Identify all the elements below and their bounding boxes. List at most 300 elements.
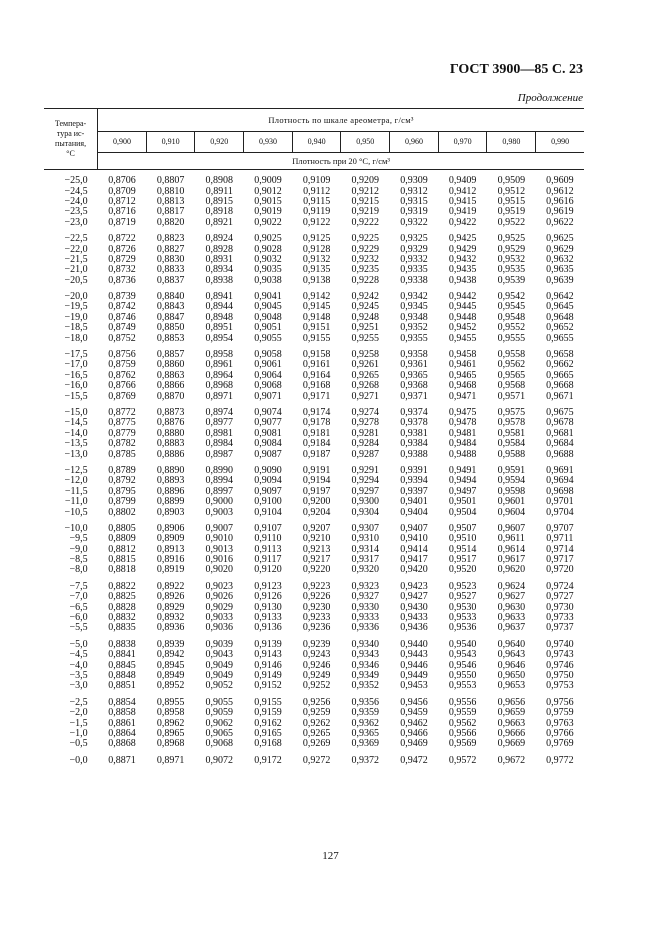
density-cell: 0,9269	[302, 738, 331, 750]
density-cell: 0,9448	[448, 311, 477, 323]
density-cell: 0,9510	[448, 533, 477, 545]
density-cell: 0,9412	[448, 185, 477, 197]
temperature-cell: −14,5	[64, 417, 88, 429]
density-cell: 0,9753	[546, 680, 574, 692]
density-cell: 0,8997	[205, 485, 234, 497]
density-cell: 0,9471	[448, 390, 477, 402]
density-cell: 0,9164	[302, 369, 331, 381]
density-cell: 0,9072	[205, 754, 234, 766]
density-cell: 0,9365	[400, 369, 428, 381]
density-cell: 0,8936	[156, 622, 185, 634]
density-cell: 0,9604	[497, 506, 526, 518]
density-cell: 0,8918	[205, 206, 234, 218]
density-cell: 0,9146	[254, 659, 282, 671]
density-cell: 0,9355	[400, 332, 428, 344]
density-cell: 0,8795	[108, 485, 136, 497]
density-cell: 0,9462	[400, 717, 428, 729]
density-cell: 0,9371	[400, 390, 428, 402]
density-cell: 0,9271	[351, 390, 380, 402]
density-cell: 0,9440	[400, 638, 428, 650]
density-cell: 0,8775	[108, 417, 136, 429]
table-row	[44, 650, 584, 660]
density-cell: 0,9246	[302, 659, 331, 671]
temperature-cell: −8,5	[69, 554, 88, 566]
density-cell: 0,9581	[497, 427, 526, 439]
density-cell: 0,9504	[448, 506, 477, 518]
density-cell: 0,9425	[448, 233, 477, 245]
density-cell: 0,9232	[351, 253, 380, 265]
column-header: 0,920	[195, 132, 244, 153]
density-cell: 0,9565	[497, 369, 526, 381]
density-cell: 0,9763	[546, 717, 574, 729]
density-cell: 0,9666	[497, 727, 526, 739]
density-cell: 0,8739	[108, 291, 136, 303]
density-cell: 0,9539	[497, 274, 526, 286]
temperature-cell: −20,5	[64, 274, 88, 286]
column-header: 0,980	[487, 132, 536, 153]
density-cell: 0,8719	[108, 216, 136, 228]
density-cell: 0,8840	[156, 291, 185, 303]
density-cell: 0,9145	[302, 301, 331, 313]
density-cell: 0,9446	[400, 659, 428, 671]
density-cell: 0,8742	[108, 301, 136, 313]
density-cell: 0,9588	[497, 448, 526, 460]
density-cell: 0,9345	[400, 301, 428, 313]
density-cell: 0,9552	[497, 322, 526, 334]
density-cell: 0,8883	[156, 438, 185, 450]
density-cell: 0,8915	[205, 195, 234, 207]
density-cell: 0,8857	[156, 349, 185, 361]
table-row	[44, 592, 584, 602]
temperature-cell: −25,0	[64, 175, 88, 187]
density-cell: 0,9766	[546, 727, 574, 739]
density-cell: 0,9453	[400, 680, 428, 692]
density-cell: 0,9591	[497, 464, 526, 476]
density-cell: 0,9445	[448, 301, 477, 313]
density-cell: 0,9452	[448, 322, 477, 334]
density-cell: 0,9562	[497, 359, 526, 371]
density-cell: 0,9632	[546, 253, 574, 265]
column-header: 0,900	[98, 132, 147, 153]
temperature-cell: −19,5	[64, 301, 88, 313]
density-cell: 0,8789	[108, 464, 136, 476]
temperature-cell: −13,5	[64, 438, 88, 450]
density-cell: 0,9068	[205, 738, 234, 750]
density-cell: 0,8990	[205, 464, 234, 476]
temperature-cell: −18,5	[64, 322, 88, 334]
density-cell: 0,8841	[108, 649, 136, 661]
density-cell: 0,9532	[497, 253, 526, 265]
density-cell: 0,9252	[302, 680, 331, 692]
density-cell: 0,9568	[497, 380, 526, 392]
density-cell: 0,9317	[351, 554, 380, 566]
density-cell: 0,8860	[156, 359, 185, 371]
table-row	[44, 681, 584, 691]
density-cell: 0,9249	[302, 669, 331, 681]
density-cell: 0,9533	[448, 612, 477, 624]
density-cell: 0,8913	[156, 543, 185, 555]
table-row	[44, 218, 584, 228]
density-cell: 0,9346	[351, 659, 380, 671]
density-cell: 0,8971	[205, 390, 234, 402]
density-cell: 0,9130	[254, 601, 282, 613]
density-cell: 0,9656	[497, 696, 526, 708]
density-cell: 0,9737	[546, 622, 574, 634]
density-cell: 0,8926	[156, 591, 185, 603]
density-cell: 0,8762	[108, 369, 136, 381]
density-cell: 0,9026	[205, 591, 234, 603]
density-cell: 0,9143	[254, 649, 282, 661]
density-cell: 0,9119	[303, 206, 331, 218]
density-cell: 0,9065	[205, 727, 234, 739]
density-cell: 0,9348	[400, 311, 428, 323]
temperature-cell: −24,0	[64, 195, 88, 207]
density-cell: 0,9058	[254, 349, 282, 361]
density-cell: 0,9074	[254, 407, 282, 418]
density-cell: 0,9248	[351, 311, 380, 323]
density-cell: 0,9724	[546, 580, 574, 592]
density-cell: 0,9158	[302, 349, 331, 361]
density-cell: 0,8945	[156, 659, 185, 671]
density-cell: 0,9520	[448, 564, 477, 576]
density-cell: 0,8908	[205, 175, 234, 187]
density-cell: 0,9148	[302, 311, 331, 323]
density-cell: 0,9139	[254, 638, 282, 650]
density-cell: 0,8812	[108, 543, 136, 555]
density-cell: 0,8813	[156, 195, 185, 207]
density-cell: 0,9555	[497, 332, 526, 344]
density-cell: 0,9015	[254, 195, 282, 207]
temperature-cell: −6,5	[69, 601, 88, 613]
temp-header-line: Темпера-	[54, 119, 87, 128]
density-cell: 0,9109	[302, 175, 331, 187]
density-cell: 0,9220	[302, 564, 331, 576]
document-header: ГОСТ 3900—85 С. 23	[449, 62, 583, 77]
density-cell: 0,8828	[108, 601, 136, 613]
density-cell: 0,8896	[156, 485, 185, 497]
temperature-cell: −10,5	[64, 506, 88, 518]
temperature-cell: −7,5	[69, 580, 88, 592]
density-cell: 0,9307	[351, 522, 380, 534]
table-row	[44, 534, 584, 544]
density-table	[44, 108, 584, 766]
table-row	[44, 739, 584, 749]
density-cell: 0,9322	[400, 216, 428, 228]
density-cell: 0,9171	[302, 390, 331, 402]
density-cell: 0,9032	[254, 253, 282, 265]
density-cell: 0,9635	[546, 264, 574, 276]
density-cell: 0,9388	[400, 448, 428, 460]
density-cell: 0,9472	[400, 754, 428, 766]
density-cell: 0,8792	[108, 475, 136, 487]
density-cell: 0,9478	[448, 417, 477, 429]
density-cell: 0,9197	[302, 485, 331, 497]
density-cell: 0,8961	[205, 359, 234, 371]
density-cell: 0,9671	[546, 390, 574, 402]
density-cell: 0,9261	[351, 359, 380, 371]
density-cell: 0,8817	[156, 206, 185, 218]
density-cell: 0,9419	[448, 206, 477, 218]
density-cell: 0,9535	[497, 264, 526, 276]
temperature-cell: −23,5	[64, 206, 88, 218]
density-cell: 0,9519	[497, 206, 526, 218]
temperature-cell: −8,0	[69, 564, 88, 576]
table-row	[44, 439, 584, 449]
density-cell: 0,8866	[156, 380, 185, 392]
density-cell: 0,8810	[156, 185, 185, 197]
density-cell: 0,9422	[448, 216, 477, 228]
density-cell: 0,9117	[254, 554, 282, 566]
density-cell: 0,9352	[400, 322, 428, 334]
density-cell: 0,9133	[254, 612, 282, 624]
column-header: 0,940	[292, 132, 341, 153]
density-cell: 0,9663	[497, 717, 526, 729]
density-cell: 0,9268	[351, 380, 380, 392]
density-cell: 0,8939	[156, 638, 185, 650]
density-cell: 0,9566	[448, 727, 477, 739]
density-cell: 0,9707	[546, 522, 574, 534]
temperature-cell: −9,5	[69, 533, 88, 545]
density-cell: 0,8838	[108, 638, 136, 650]
density-cell: 0,9284	[351, 438, 380, 450]
density-cell: 0,9336	[351, 622, 380, 634]
density-cell: 0,9629	[546, 243, 574, 255]
density-cell: 0,9410	[400, 533, 428, 545]
density-cell: 0,9455	[448, 332, 477, 344]
density-cell: 0,9598	[497, 485, 526, 497]
density-cell: 0,9611	[497, 533, 525, 545]
density-cell: 0,9743	[546, 649, 574, 661]
density-cell: 0,8955	[156, 696, 185, 708]
density-cell: 0,9219	[351, 206, 380, 218]
density-cell: 0,8785	[108, 448, 136, 460]
density-cell: 0,9329	[400, 243, 428, 255]
density-cell: 0,8951	[205, 322, 234, 334]
density-cell: 0,8825	[108, 591, 136, 603]
density-cell: 0,9578	[497, 417, 526, 429]
density-cell: 0,9038	[254, 274, 282, 286]
density-cell: 0,9319	[400, 206, 428, 218]
density-cell: 0,9151	[302, 322, 331, 334]
density-cell: 0,9265	[351, 369, 380, 381]
density-cell: 0,9010	[205, 533, 234, 545]
density-cell: 0,9126	[254, 591, 282, 603]
density-cell: 0,9459	[400, 707, 428, 719]
density-cell: 0,9325	[400, 233, 428, 245]
density-cell: 0,9545	[497, 301, 526, 313]
density-cell: 0,9230	[302, 601, 331, 613]
density-cell: 0,9427	[400, 591, 428, 603]
density-cell: 0,9055	[254, 332, 282, 344]
density-cell: 0,8823	[156, 233, 185, 245]
density-cell: 0,9543	[448, 649, 477, 661]
density-cell: 0,9662	[546, 359, 574, 371]
density-cell: 0,9361	[400, 359, 428, 371]
density-cell: 0,9443	[400, 649, 428, 661]
density-cell: 0,9061	[254, 359, 282, 371]
density-cell: 0,9645	[546, 301, 574, 313]
temperature-cell: −17,0	[64, 359, 88, 371]
density-cell: 0,8833	[156, 264, 185, 276]
density-cell: 0,9675	[546, 407, 574, 418]
density-cell: 0,9497	[448, 485, 477, 497]
table-row	[44, 391, 584, 401]
density-cell: 0,9512	[497, 185, 526, 197]
density-cell: 0,9401	[400, 496, 428, 508]
density-cell: 0,9132	[302, 253, 331, 265]
density-cell: 0,8815	[108, 554, 136, 566]
density-cell: 0,9681	[546, 427, 574, 439]
density-cell: 0,9415	[448, 195, 477, 207]
density-cell: 0,9368	[400, 380, 428, 392]
density-cell: 0,9035	[254, 264, 282, 276]
temperature-cell: −24,5	[64, 185, 88, 197]
table-row	[44, 708, 584, 718]
temperature-cell: −22,5	[64, 233, 88, 245]
temperature-cell: −1,5	[69, 717, 88, 729]
density-cell: 0,9515	[497, 195, 526, 207]
density-cell: 0,9488	[448, 448, 477, 460]
density-cell: 0,9251	[351, 322, 380, 334]
density-cell: 0,9123	[254, 580, 282, 592]
temp-header-line: °С	[66, 149, 75, 158]
density-cell: 0,9378	[400, 417, 428, 429]
density-cell: 0,8906	[156, 522, 185, 534]
density-cell: 0,9210	[302, 533, 331, 545]
density-cell: 0,9727	[546, 591, 574, 603]
density-cell: 0,9750	[546, 669, 574, 681]
density-cell: 0,9020	[205, 564, 234, 576]
density-cell: 0,8802	[108, 506, 136, 518]
density-cell: 0,9536	[448, 622, 477, 634]
density-cell: 0,9369	[351, 738, 380, 750]
density-cell: 0,9678	[546, 417, 574, 429]
density-cell: 0,9223	[302, 580, 331, 592]
density-cell: 0,8929	[156, 601, 185, 613]
density-cell: 0,9113	[254, 543, 282, 555]
density-cell: 0,9007	[205, 522, 234, 534]
table-row	[44, 507, 584, 517]
density-cell: 0,9414	[400, 543, 428, 555]
density-cell: 0,9374	[400, 407, 428, 418]
density-cell: 0,8964	[205, 369, 234, 381]
page-number: 127	[322, 850, 339, 862]
density-cell: 0,9717	[546, 554, 574, 566]
density-cell: 0,9612	[546, 185, 574, 197]
density-cell: 0,9051	[254, 322, 282, 334]
density-cell: 0,9442	[448, 291, 477, 303]
temperature-cell: −3,5	[69, 669, 88, 681]
density-cell: 0,9022	[254, 216, 282, 228]
density-cell: 0,9100	[254, 496, 282, 508]
density-cell: 0,8845	[108, 659, 136, 671]
density-cell: 0,9225	[351, 233, 380, 245]
density-cell: 0,9466	[400, 727, 428, 739]
density-cell: 0,8729	[108, 253, 136, 265]
temperature-cell: −11,0	[64, 496, 88, 508]
density-cell: 0,9258	[351, 349, 380, 361]
density-cell: 0,9149	[254, 669, 282, 681]
density-cell: 0,9155	[254, 696, 282, 708]
density-cell: 0,9094	[254, 475, 282, 487]
density-cell: 0,8716	[108, 206, 136, 218]
temperature-cell: −2,5	[69, 696, 88, 708]
density-cell: 0,9433	[400, 612, 428, 624]
density-cell: 0,9016	[205, 554, 234, 566]
density-cell: 0,9036	[205, 622, 234, 634]
density-cell: 0,8858	[108, 707, 136, 719]
density-cell: 0,9272	[302, 754, 331, 766]
density-cell: 0,9730	[546, 601, 574, 613]
temperature-column-header	[44, 109, 98, 170]
density-cell: 0,9168	[254, 738, 282, 750]
density-cell: 0,8759	[108, 359, 136, 371]
density-cell: 0,9204	[302, 506, 331, 518]
temperature-cell: −14,0	[64, 427, 88, 439]
density-cell: 0,9028	[254, 243, 282, 255]
density-cell: 0,9558	[497, 349, 526, 361]
density-cell: 0,9733	[546, 612, 574, 624]
density-cell: 0,8756	[108, 349, 136, 361]
density-cell: 0,8847	[156, 311, 185, 323]
density-cell: 0,9013	[205, 543, 234, 555]
density-cell: 0,9456	[400, 696, 428, 708]
density-cell: 0,9407	[400, 522, 428, 534]
density-cell: 0,9639	[546, 274, 574, 286]
temperature-cell: −10,0	[64, 522, 88, 534]
density-cell: 0,9259	[302, 707, 331, 719]
density-cell: 0,9469	[400, 738, 428, 750]
density-cell: 0,8726	[108, 243, 136, 255]
density-cell: 0,9128	[302, 243, 331, 255]
density-cell: 0,9556	[448, 696, 477, 708]
density-cell: 0,9359	[351, 707, 380, 719]
temperature-cell: −2,0	[69, 707, 88, 719]
density-cell: 0,8863	[156, 369, 185, 381]
density-cell: 0,9213	[302, 543, 331, 555]
temperature-cell: −12,0	[64, 475, 88, 487]
density-cell: 0,9039	[205, 638, 234, 650]
density-cell: 0,9332	[400, 253, 428, 265]
density-cell: 0,9665	[546, 369, 574, 381]
density-cell: 0,9291	[351, 464, 380, 476]
density-cell: 0,9049	[205, 669, 234, 681]
density-cell: 0,9633	[497, 612, 526, 624]
temperature-cell: −5,5	[69, 622, 88, 634]
density-cell: 0,9384	[400, 438, 428, 450]
density-cell: 0,9540	[448, 638, 477, 650]
density-cell: 0,9191	[302, 464, 331, 476]
density-cell: 0,9571	[497, 390, 526, 402]
temperature-cell: −15,0	[64, 407, 88, 418]
density-cell: 0,9256	[302, 696, 331, 708]
density-cell: 0,9625	[546, 233, 574, 245]
density-cell: 0,9239	[302, 638, 331, 650]
density-cell: 0,9012	[254, 185, 282, 197]
density-cell: 0,8818	[108, 564, 136, 576]
density-cell: 0,9658	[546, 349, 574, 361]
density-cell: 0,9420	[400, 564, 428, 576]
density-cell: 0,9553	[448, 680, 477, 692]
temperature-cell: −17,5	[64, 349, 88, 361]
temperature-cell: −21,0	[64, 264, 88, 276]
density-cell: 0,9525	[497, 233, 526, 245]
density-cell: 0,8853	[156, 332, 185, 344]
density-cell: 0,9352	[351, 680, 380, 692]
density-cell: 0,8916	[156, 554, 185, 566]
density-cell: 0,9025	[254, 233, 282, 245]
density-cell: 0,8909	[156, 533, 185, 545]
